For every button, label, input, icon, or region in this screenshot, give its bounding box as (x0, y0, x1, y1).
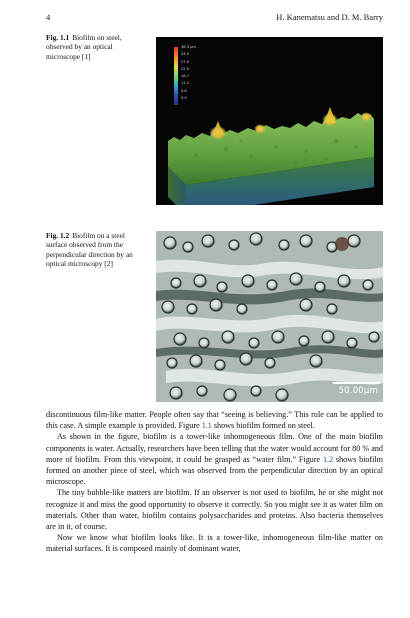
figure-1-1-caption (46, 33, 148, 61)
colorbar-tick: 5.6 (181, 88, 187, 93)
body-text (46, 409, 383, 555)
dark-spot (335, 237, 349, 251)
peak-2 (254, 124, 266, 134)
colorbar-tick: 11.2 (181, 81, 190, 86)
paragraph-1-text-b: shows biofilm formed on steel. (211, 421, 315, 431)
scale-bar (339, 386, 378, 396)
colorbar-tick: 27.0 (181, 59, 190, 64)
figure-1-1-label: Fig. 1.1 (46, 33, 70, 42)
figure-1-2-caption-text: Biofilm on a steel surface observed from the perpendicular direction by an optical microscopy [2] (46, 231, 133, 269)
colorbar-tick: 33.5 (181, 52, 190, 57)
colorbar-labels (181, 44, 221, 102)
peak-4 (360, 112, 372, 122)
colorbar-tick: 0.0 (181, 96, 187, 101)
colorbar-tick: 38.3 µm (181, 45, 196, 49)
figure-1-2-caption (46, 231, 148, 269)
figure-1-2-image (156, 231, 383, 402)
paragraph-3: The tiny bubble-like matters are biofilm. If an observer is not used to biofilm, he or she might not recognize it and miss the good opportunity to observe it correctly. So you might see it as water film on materials. Other than water, biofilm contains polysaccharides and proteins. Also bacteria themselves are in it, of course. (46, 488, 383, 532)
paragraph-2-text-a: As shown in the figure, biofilm is a tower-like inhomogeneous film. One of the main biofilm components is water. Actually, researchers have been telling that the water would account for 80 % and more of biofilm. From this viewpoint, it could be grasped as “water film.” Figure (46, 432, 383, 464)
colorbar-tick: 16.7 (181, 74, 190, 79)
paragraph-4: Now we know what biofilm looks like. It is a tower-like, inhomogeneous film-like matter on material surfaces. It is composed mainly of dominant water, (46, 533, 383, 554)
paragraph-2-text-b: shows biofilm formed on another piece of steel, which was observed from the perpendicular direction by an optical microscope. (46, 454, 383, 487)
colorbar-tick: 22.0 (181, 66, 190, 71)
scale-bar-line (333, 382, 380, 384)
biofilm-micrograph (156, 231, 383, 402)
running-head-authors: H. Kanematsu and D. M. Barry (276, 12, 383, 22)
figure-ref-1-1[interactable]: 1.1 (201, 421, 212, 431)
figure-1-2-label: Fig. 1.2 (46, 231, 70, 240)
paragraph-2 (46, 431, 383, 487)
page-number: 4 (46, 12, 51, 22)
figure-1-1-image (156, 37, 383, 205)
scale-bar-label: 50.00µm (338, 386, 378, 396)
figure-1-1-caption-text: Biofilm on steel, observed by an optical microscope [1] (46, 33, 122, 61)
paragraph-1 (46, 409, 383, 431)
paragraph-1-text-a: discontinuous film-like matter. People often say that “seeing is believing.” This rule can be applied to this case. A simple example is provided. Figure (46, 410, 383, 431)
page-header (46, 11, 383, 23)
height-colorbar (174, 47, 178, 105)
figure-ref-1-2[interactable]: 1.2 (322, 454, 334, 464)
